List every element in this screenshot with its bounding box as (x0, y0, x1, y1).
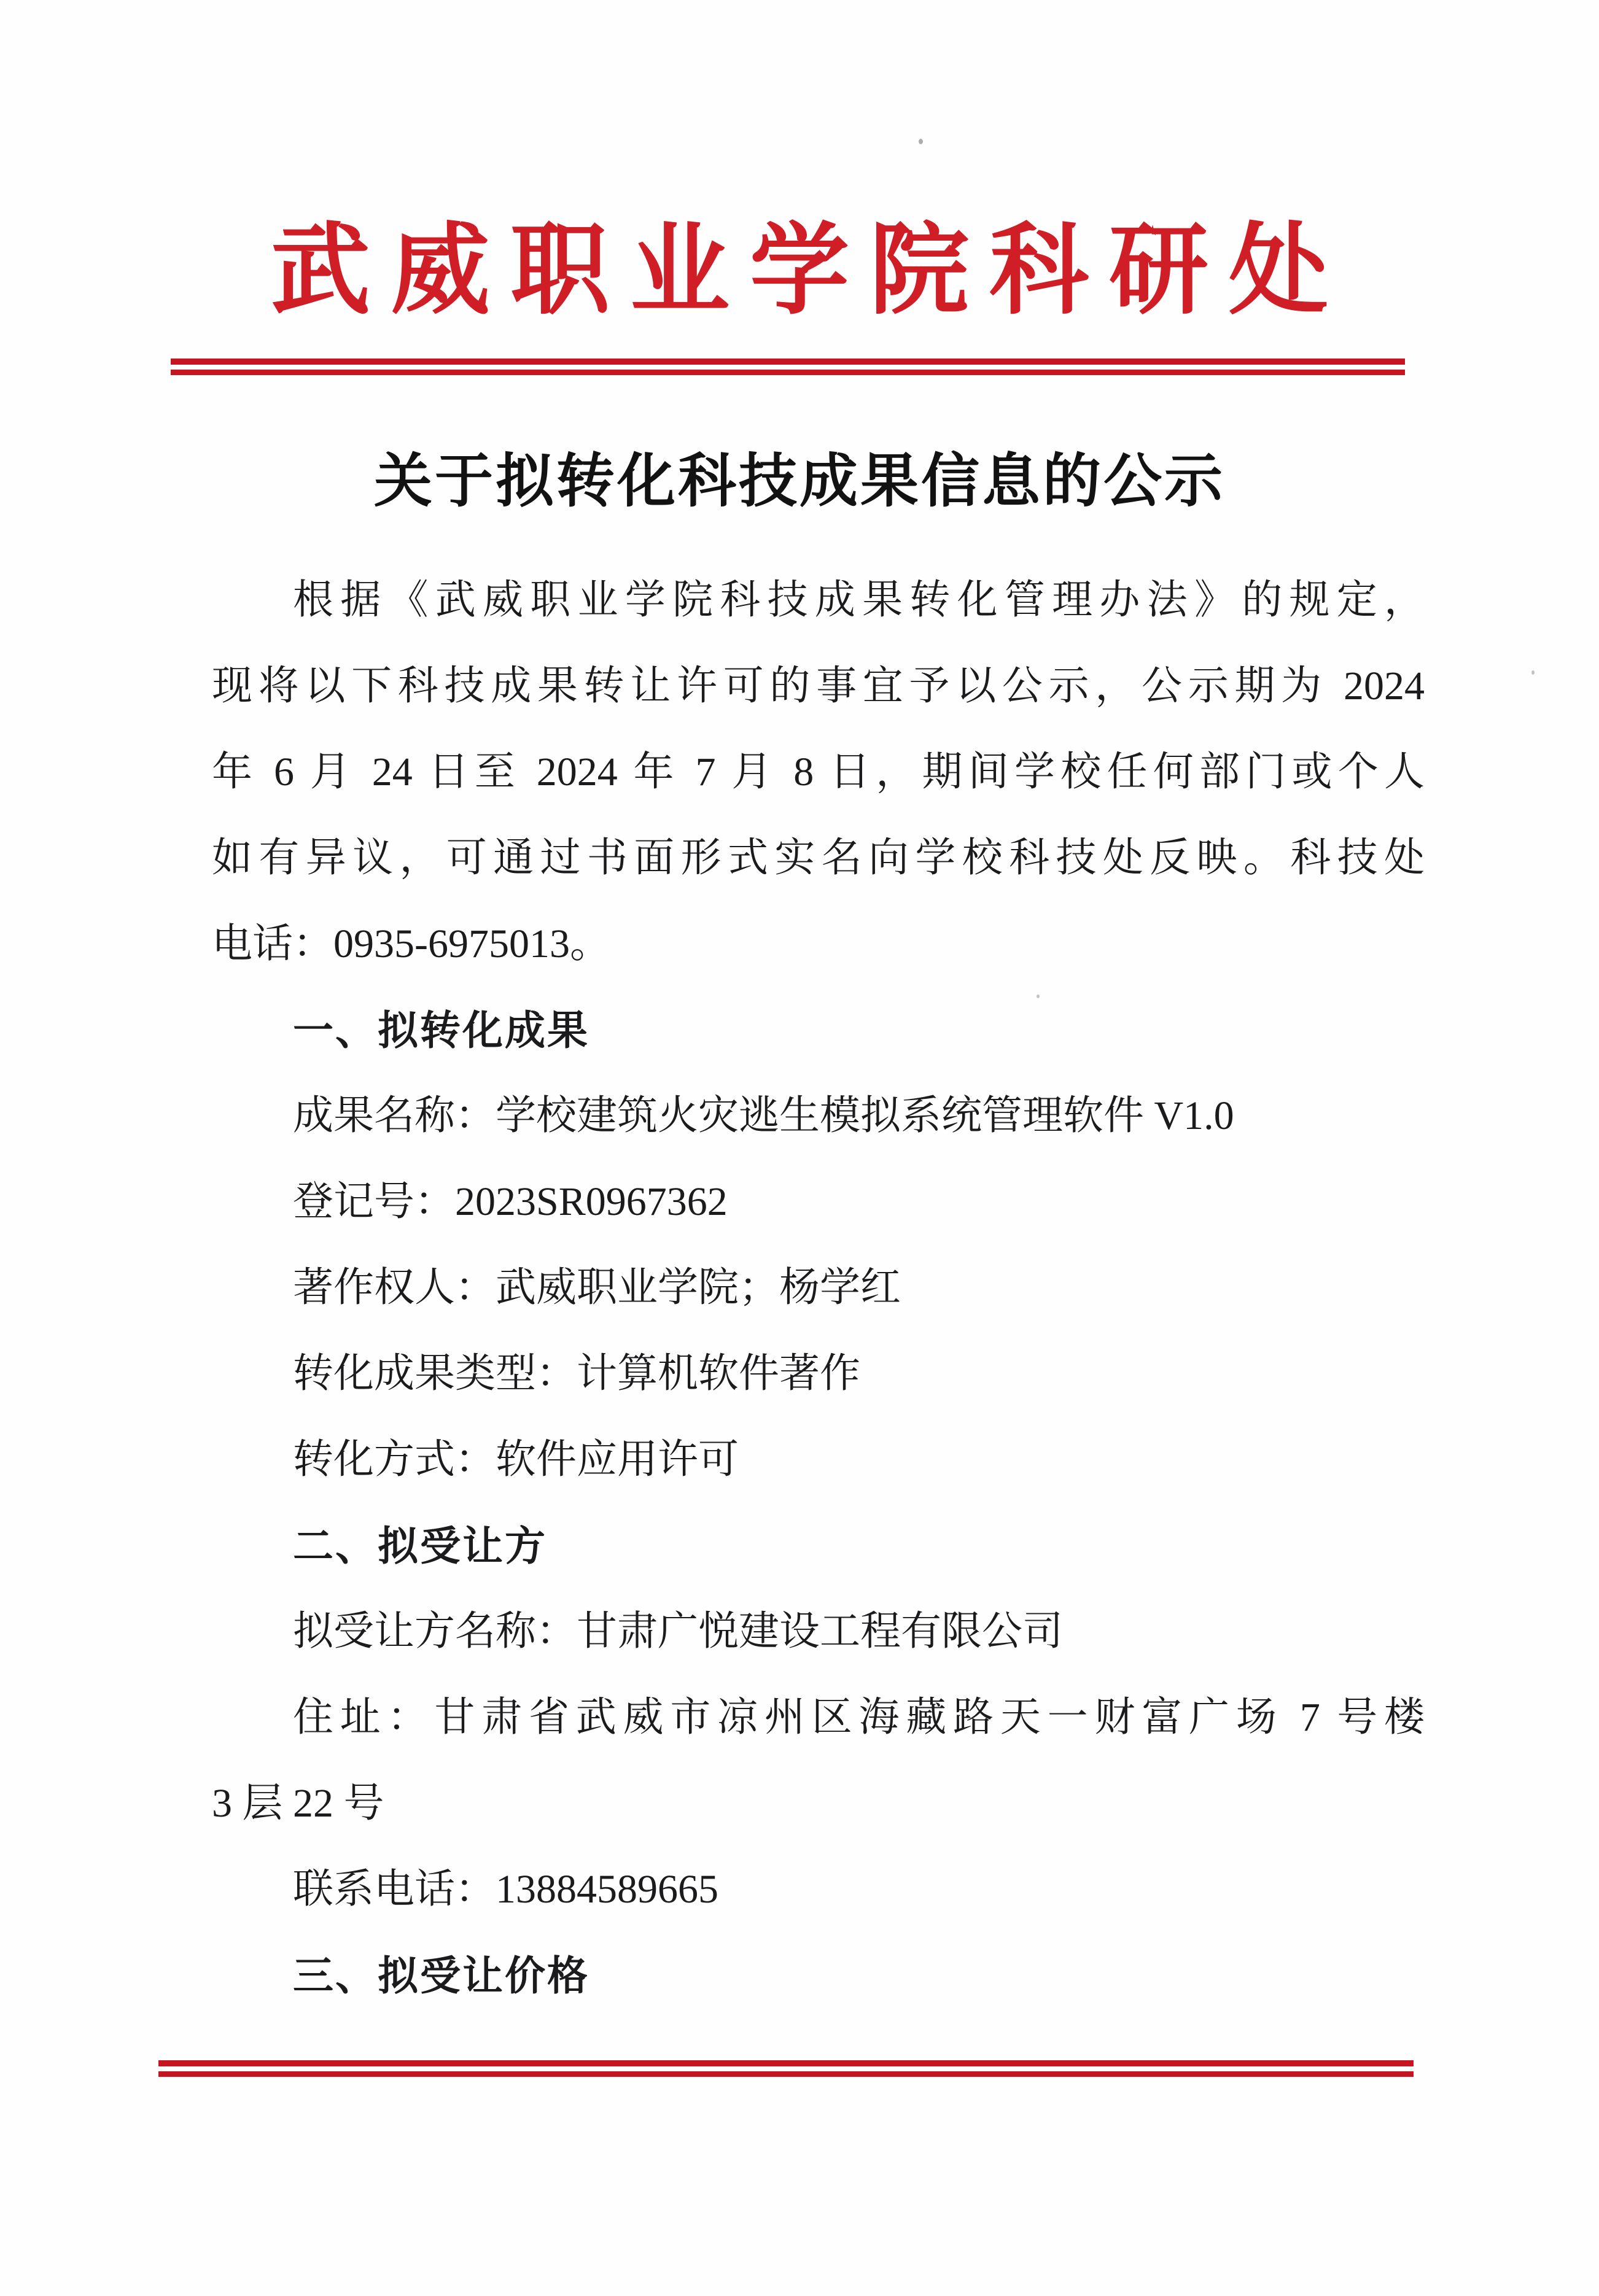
body-line: 联系电话：13884589665 (293, 1867, 718, 1912)
scan-speck (1037, 995, 1040, 998)
red-double-rule-bottom (158, 2060, 1414, 2077)
body-line: 拟受让方名称：甘肃广悦建设工程有限公司 (293, 1609, 1063, 1654)
document-body (212, 557, 1425, 2019)
section-heading: 二、拟受让方 (293, 1523, 547, 1569)
section-heading: 三、拟受让价格 (293, 1953, 589, 1998)
body-line: 登记号：2023SR0967362 (293, 1179, 728, 1224)
body-line: 转化方式：软件应用许可 (293, 1437, 739, 1482)
red-double-rule-top (171, 359, 1405, 375)
body-line: 3 层 22 号 (212, 1781, 384, 1826)
body-line: 成果名称：学校建筑火灾逃生模拟系统管理软件 V1.0 (293, 1093, 1234, 1138)
body-line: 转化成果类型：计算机软件著作 (293, 1351, 860, 1396)
body-line: 如有异议，可通过书面形式实名向学校科技处反映。科技处 (212, 836, 1425, 880)
body-line: 住址：甘肃省武威市凉州区海藏路天一财富广场 7 号楼 (293, 1695, 1425, 1740)
section-heading: 一、拟转化成果 (293, 1007, 589, 1053)
body-line: 现将以下科技成果转让许可的事宜予以公示，公示期为 2024 (212, 664, 1425, 708)
body-line: 年 6 月 24 日至 2024 年 7 月 8 日，期间学校任何部门或个人 (212, 750, 1425, 794)
scan-speck (1531, 670, 1535, 675)
body-line: 电话：0935-6975013。 (212, 921, 610, 966)
document-title: 关于拟转化科技成果信息的公示 (373, 449, 1225, 514)
scan-speck (919, 139, 923, 144)
letterhead-title: 武威职业学院科研处 (271, 217, 1348, 327)
body-line: 根据《武威职业学院科技成果转化管理办法》的规定， (293, 578, 1425, 622)
body-line: 著作权人：武威职业学院；杨学红 (293, 1265, 901, 1310)
